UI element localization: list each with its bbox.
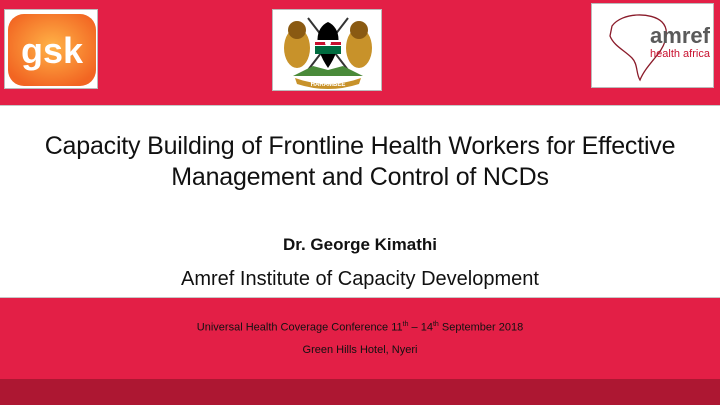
amref-logo-subtitle: health africa (650, 48, 710, 60)
amref-logo-title: amref (650, 23, 710, 48)
conference-info (0, 321, 720, 334)
gsk-logo (4, 9, 98, 89)
slide-title-line2: Management and Control of NCDs (171, 163, 549, 191)
slide-title (10, 131, 710, 193)
conference-venue: Green Hills Hotel, Nyeri (302, 344, 418, 356)
presenter-institute: Amref Institute of Capacity Development (181, 268, 539, 290)
conference-suffix: September 2018 (438, 321, 524, 334)
presenter-name: Dr. George Kimathi (283, 235, 437, 254)
conference-sup2: th (432, 321, 439, 328)
conference-sup1: th (402, 321, 409, 328)
slide-title-line1: Capacity Building of Frontline Health Workers for Effective (44, 132, 676, 160)
gsk-logo-graphic (5, 10, 98, 89)
conference-middle: – 14 (408, 321, 433, 334)
gsk-logo-text: gsk (20, 30, 84, 71)
amref-logo (591, 3, 714, 88)
bottom-bar (0, 379, 720, 405)
conference-prefix: Universal Health Coverage Conference 11 (196, 321, 403, 334)
coat-of-arms-motto: HARAMBEE (310, 82, 346, 88)
kenya-coat-of-arms (272, 9, 382, 91)
coat-of-arms-icon (273, 10, 382, 91)
amref-logo-graphic (592, 4, 714, 88)
